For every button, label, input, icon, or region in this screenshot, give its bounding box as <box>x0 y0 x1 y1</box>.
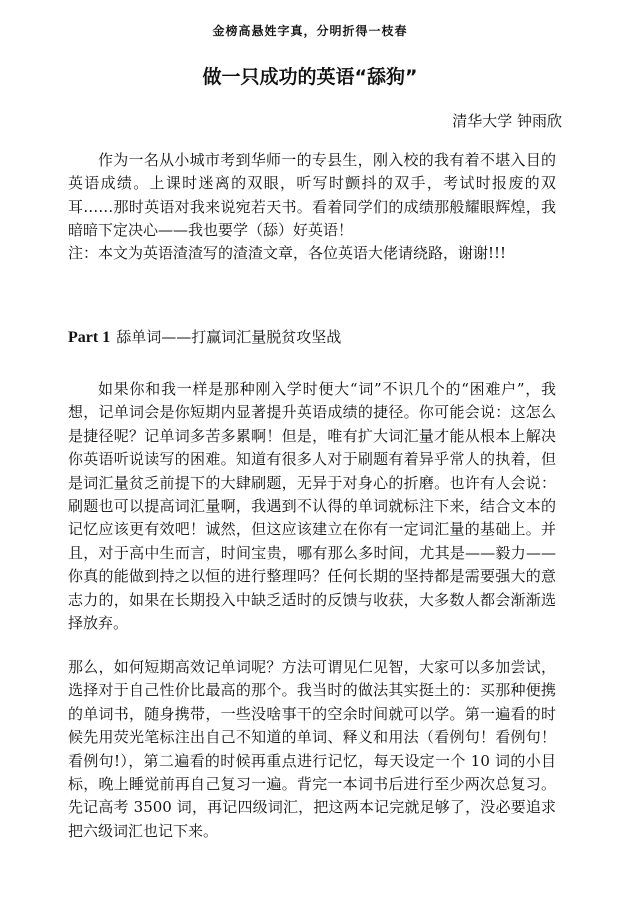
intro-paragraph: 作为一名从小城市考到华师一的专县生，刚入校的我有着不堪入目的英语成绩。上课时迷离的双眼，听写时颤抖的双手，考试时报废的双耳……那时英语对我来说宛若天书。看着同学们的成绩那般耀眼辉煌，我暗暗下定决心——我也要学（舔）好英语！ <box>68 151 556 240</box>
section-title: 舔单词——打赢词汇量脱贫攻坚战 <box>116 328 342 346</box>
author-line: 清华大学 钟雨欣 <box>452 112 562 130</box>
running-header: 金榜高悬姓字真，分明折得一枝春 <box>212 24 408 38</box>
note-paragraph: 注：本文为英语渣渣写的渣渣文章，各位英语大佬请绕路，谢谢!!! <box>68 244 507 262</box>
body-paragraph: 那么，如何短期高效记单词呢？方法可谓见仁见智，大家可以多加尝试，选择对于自己性价比最高的那个。我当时的做法其实挺土的：买那种便携的单词书，随身携带，一些没啥事干的空余时间就可以学。第一遍看的时候先用荧光笔标注出自己不知道的单词、释义和用法（看例句！看例句！看例句!），第二遍看的时候再重点进行记忆，每天设定一个 10 词的小目标，晚上睡觉前再自己复习一遍。背完一本词书后进行至少两次总复习。先记高考 3500 词，再记四级词汇，把这两本记完就足够了，没必要追求把六级词汇也记下来。 <box>68 658 556 840</box>
section-number: Part 1 <box>68 329 111 346</box>
body-paragraph: 如果你和我一样是那种刚入学时便大“词”不识几个的“困难户”，我想，记单词会是你短期内显著提升英语成绩的捷径。你可能会说：这怎么是捷径呢？记单词多苦多累啊！但是，唯有扩大词汇量才能从根本上解决你英语听说读写的困难。知道有很多人对于刷题有着异乎常人的执着，但是词汇量贫乏前提下的大肆刷题，无异于对身心的折磨。也许有人会说：刷题也可以提高词汇量啊，我遇到不认得的单词就标注下来，结合文本的记忆应该更有效吧！诚然，但这应该建立在你有一定词汇量的基础上。并且，对于高中生而言，时间宝贵，哪有那么多时间，尤其是——毅力——你真的能做到持之以恒的进行整理吗？任何长期的坚持都是需要强大的意志力的，如果在长期投入中缺乏适时的反馈与收获，大多数人都会渐渐选择放弃。 <box>68 380 556 633</box>
section-heading <box>68 326 341 347</box>
article-title: 做一只成功的英语“舔狗” <box>202 66 418 88</box>
